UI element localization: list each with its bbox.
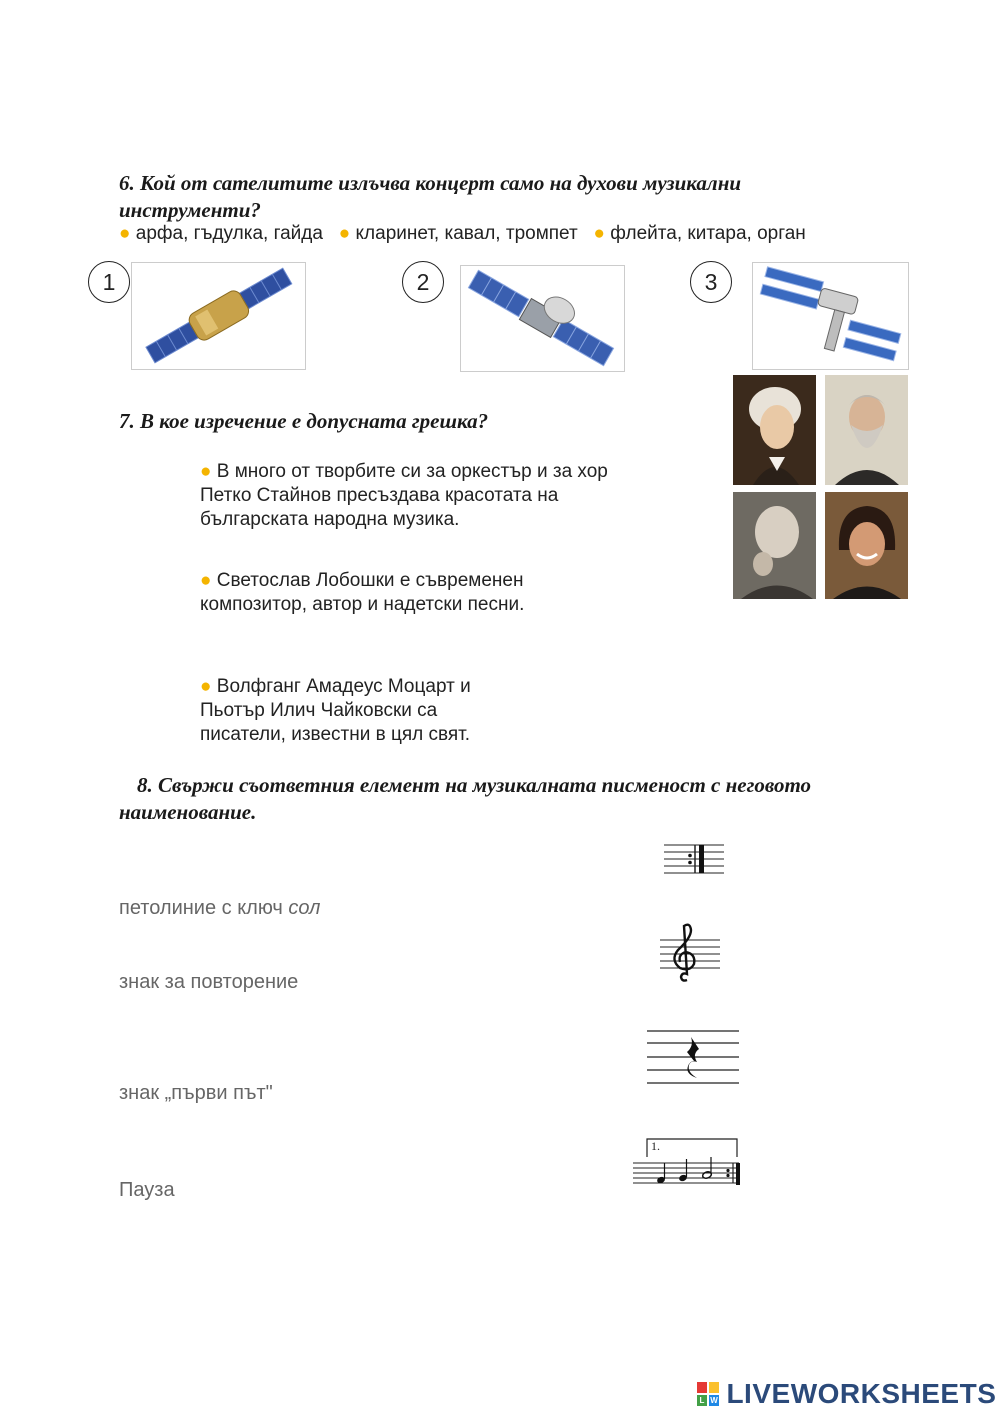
q7-option-2-text: Светослав Лобошки е съвременен композитор, автор и надетски песни. <box>200 570 525 615</box>
bullet-icon: ● <box>200 676 212 697</box>
bullet-icon: ● <box>200 461 212 482</box>
label-first-ending[interactable]: знак „първи път" <box>119 1082 273 1104</box>
bullet-icon: ● <box>119 223 131 244</box>
satellite-3-icon <box>753 263 908 369</box>
q7-option-3-text: Волфганг Амадеус Моцарт и Пьотър Илич Чайковски са писатели, известни в цял свят. <box>200 676 471 745</box>
logo-letter-l: L <box>697 1395 707 1406</box>
q7-option-3[interactable] <box>200 675 500 747</box>
q6-title: 6. Кой от сателитите излъчва концерт само на духови музикални инструменти? <box>119 171 742 222</box>
number-circle-3: 3 <box>690 261 732 303</box>
treble-clef-staff-image[interactable] <box>660 922 720 984</box>
number-circle-1: 1 <box>88 261 130 303</box>
logo-letter-w: W <box>710 1396 718 1405</box>
liveworksheets-logo[interactable] <box>697 1378 997 1410</box>
repeat-sign-icon <box>664 840 724 880</box>
logo-mark-icon <box>697 1382 719 1406</box>
q7-option-1[interactable] <box>200 460 610 532</box>
rest-staff-image[interactable] <box>647 1028 739 1086</box>
bullet-icon: ● <box>593 223 606 244</box>
q6-option-2[interactable]: кларинет, кавал, тромпет <box>355 223 578 244</box>
label-sol-text: сол <box>288 897 321 919</box>
portrait-loboshki <box>825 492 908 599</box>
portrait-loboshki-icon <box>825 492 908 599</box>
first-ending-number: 1. <box>651 1139 660 1153</box>
first-ending-image[interactable] <box>633 1137 743 1197</box>
portrait-mozart-icon <box>733 375 816 485</box>
satellite-1-icon <box>132 263 305 369</box>
portrait-stainov-icon <box>733 492 816 599</box>
q6-option-3[interactable]: флейта, китара, орган <box>610 223 806 244</box>
q8-title: 8. Свържи съответния елемент на музикалната писменост с неговото наименование. <box>119 773 812 824</box>
first-ending-icon <box>633 1137 743 1197</box>
bullet-icon: ● <box>338 223 351 244</box>
treble-clef-icon <box>660 922 720 984</box>
portrait-tchaikovsky <box>825 375 908 485</box>
q6-options <box>119 222 806 246</box>
portrait-stainov <box>733 492 816 599</box>
satellite-image-2[interactable] <box>460 265 625 372</box>
label-repeat-sign[interactable]: знак за повторение <box>119 971 299 993</box>
q6-option-1[interactable]: арфа, гъдулка, гайда <box>135 223 323 244</box>
label-staff-text: петолиние с ключ <box>119 897 283 919</box>
bullet-icon: ● <box>200 570 212 591</box>
number-circle-2: 2 <box>402 261 444 303</box>
brand-text: LIVEWORKSHEETS <box>726 1378 997 1409</box>
q7-title: 7. В кое изречение е допусната грешка? <box>119 409 489 433</box>
quarter-rest-icon <box>647 1028 739 1086</box>
q7-option-1-text: В много от творбите си за оркестър и за хор Петко Стайнов пресъздава красотата на българската народна музика. <box>200 461 608 530</box>
q7-option-2[interactable] <box>200 569 580 617</box>
portrait-mozart <box>733 375 816 485</box>
satellite-2-icon <box>461 266 624 371</box>
repeat-sign-image[interactable] <box>664 840 724 880</box>
label-staff-with-clef[interactable] <box>119 897 320 920</box>
satellite-image-3[interactable] <box>752 262 909 370</box>
portrait-tchaikovsky-icon <box>825 375 908 485</box>
label-rest[interactable]: Пауза <box>119 1179 175 1201</box>
satellite-image-1[interactable] <box>131 262 306 370</box>
